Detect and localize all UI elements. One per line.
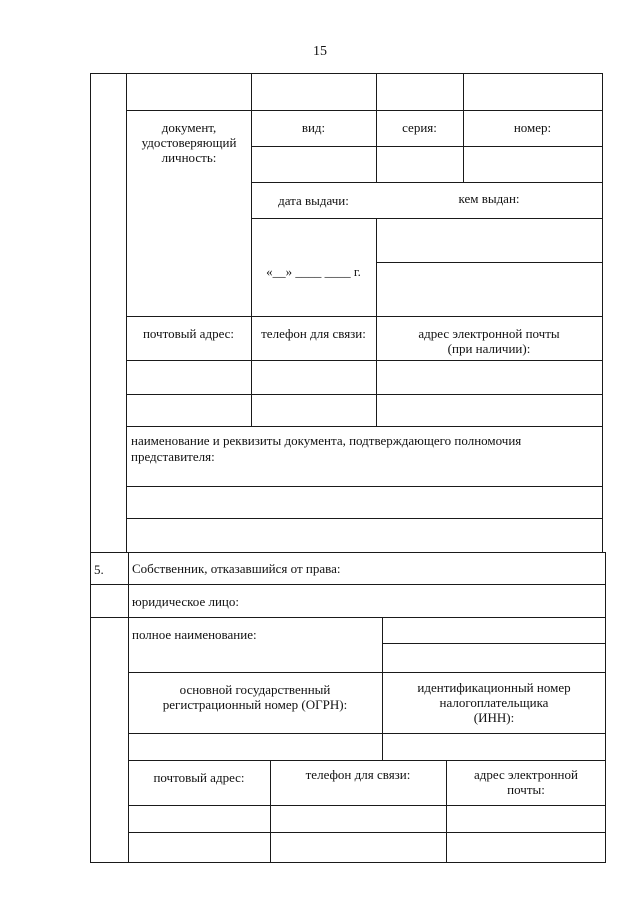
legal-email-label: адрес электронной почты:: [474, 767, 578, 797]
id-document-label: документ, удостоверяющий личность:: [141, 120, 237, 165]
doc-type-label: вид:: [301, 120, 326, 135]
inn-label: идентификационный номер налогоплательщика (ИНН):: [417, 680, 571, 725]
issued-by-label: кем выдан:: [458, 191, 520, 206]
legal-entity-label: юридическое лицо:: [132, 594, 239, 609]
legal-phone-label: телефон для связи:: [305, 767, 411, 782]
full-name-label: полное наименование:: [132, 627, 257, 642]
authority-document-label: наименование и реквизиты документа, подтверждающего полномочия представителя:: [131, 433, 522, 464]
issue-date-template: «__» ____ ____ г.: [266, 264, 361, 279]
ogrn-label: основной государственный регистрационный номер (ОГРН):: [162, 682, 348, 712]
doc-series-label: серия:: [402, 120, 437, 135]
legal-postal-address-label: почтовый адрес:: [153, 770, 245, 785]
page-number: 15: [313, 44, 327, 59]
section-title: Собственник, отказавшийся от права:: [132, 561, 341, 576]
phone-label: телефон для связи:: [261, 326, 366, 341]
email-label: адрес электронной почты (при наличии):: [418, 326, 560, 356]
section-number: 5.: [94, 562, 104, 577]
doc-number-label: номер:: [513, 120, 552, 135]
postal-address-label: почтовый адрес:: [142, 326, 235, 341]
issue-date-label: дата выдачи:: [278, 193, 349, 208]
